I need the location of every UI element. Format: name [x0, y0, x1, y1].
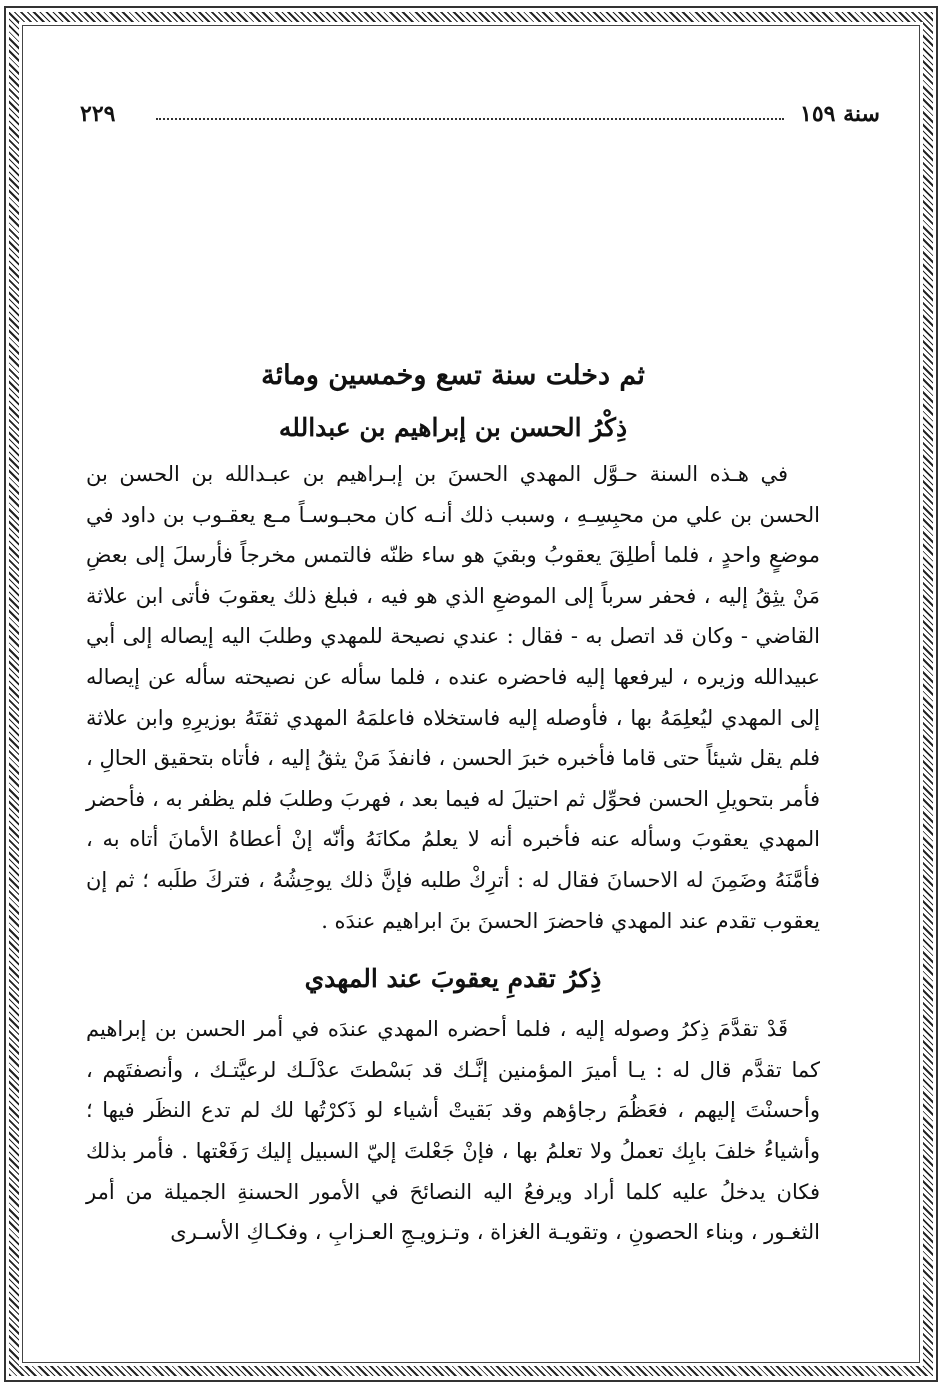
section-heading-yaqub: ذِكرُ تقدمِ يعقوبَ عند المهدي — [304, 964, 602, 994]
section-heading-hasan: ذِكْرُ الحسن بن إبراهيم بن عبدالله — [278, 413, 628, 442]
page-header — [80, 96, 880, 132]
page-number: ٢٢٩ — [80, 101, 116, 127]
section-text-yaqub: قَدْ تقدَّمَ ذِكرُ وصوله إليه ، فلما أحضره المهدي عندَه في أمر الحسن بن إبراهيم كما تقدَّم قال له : يـا أميرَ المؤمنين إنَّـك قد بَسْطتَ عدْلَـك لرعيَّتـك ، وأنصفتَهم ، وأحسنْتَ إليهم ، فعَظُمَ رجاؤهم وقد بَقيتْ أشياء لو ذَكرْتُها لك لم تدع النظَر فيها ؛ وأشياءُ خلفَ بابِك تعملُ ولا تعلمُ بها ، فإنْ جَعْلتَ إليّ السبيل إليك رَفَعْتها . فأمر بذلك فكان يدخلُ عليه كلما أراد ويرفعُ اليه النصائحَ في الأمور الحسنةِ الجميلة من أمر الثغـور ، وبناء الحصونِ ، وتقويـة الغزاة ، وتـزويـجِ العـزابِ ، وفكـاكِ الأسـرى — [86, 1017, 820, 1245]
running-title: سنة ١٥٩ — [800, 101, 880, 127]
header-dotted-leader — [156, 118, 784, 120]
chapter-title: ثم دخلت سنة تسع وخمسين ومائة — [261, 360, 645, 391]
page-content — [86, 350, 820, 1253]
section-text-hasan: في هـذه السنة حـوَّل المهدي الحسنَ بن إبـراهيم بن عبـدالله بن الحسن بن الحسن بن علي من محبِسِـهِ ، وسبب ذلك أنـه كان محبـوسـاً مـع يعقـوب بن داود في موضعٍ واحدٍ ، فلما أطلِقَ يعقوبُ وبقيَ هو ساء ظنّه فالتمس مخرجاً فأرسلَ إلى بعضِ مَنْ يثِقُ إليه ، فحفر سرباً إلى الموضعِ الذي هو فيه ، فبلغ ذلك يعقوبَ فأتى ابن علاثة القاضي - وكان قد اتصل به - فقال : عندي نصيحة للمهدي وطلبَ اليه إيصاله إلى أبي عبيدالله وزيره ، ليرفعها إليه فاحضره عنده ، فلما سأله عن نصيحته سأله عن إيصاله إلى المهدي ليُعلِمَهُ بها ، فأوصله إليه فاستخلاه فاعلمَهُ المهدي ثقتَهُ بوزيرِهِ وابن علاثة فلم يقل شيئاً حتى قاما فأخبره خبرَ الحسن ، فانفذَ مَنْ يثقُ إليه ، فأتاه بتحقيق الحالِ ، فأمر بتحويلِ الحسن فحوِّل ثم احتيلَ له فيما بعد ، فهربَ وطلبَ فلم يظفر به ، فأحضر المهدي يعقوبَ وسأله عنه فأخبره أنه لا يعلمُ مكانَهُ وأنّه إنْ أعطاهُ الأمانَ أتاه به ، فأمَّنَهُ وضَمِنَ له الاحسانَ فقال له : أترِكْ طلبه فإنَّ ذلك يوحِشُهُ ، فتركَ طلَبه ؛ ثم إن يعقوب تقدم عند المهدي فاحضرَ الحسنَ بنَ ابراهيم عندَه . — [86, 462, 820, 933]
